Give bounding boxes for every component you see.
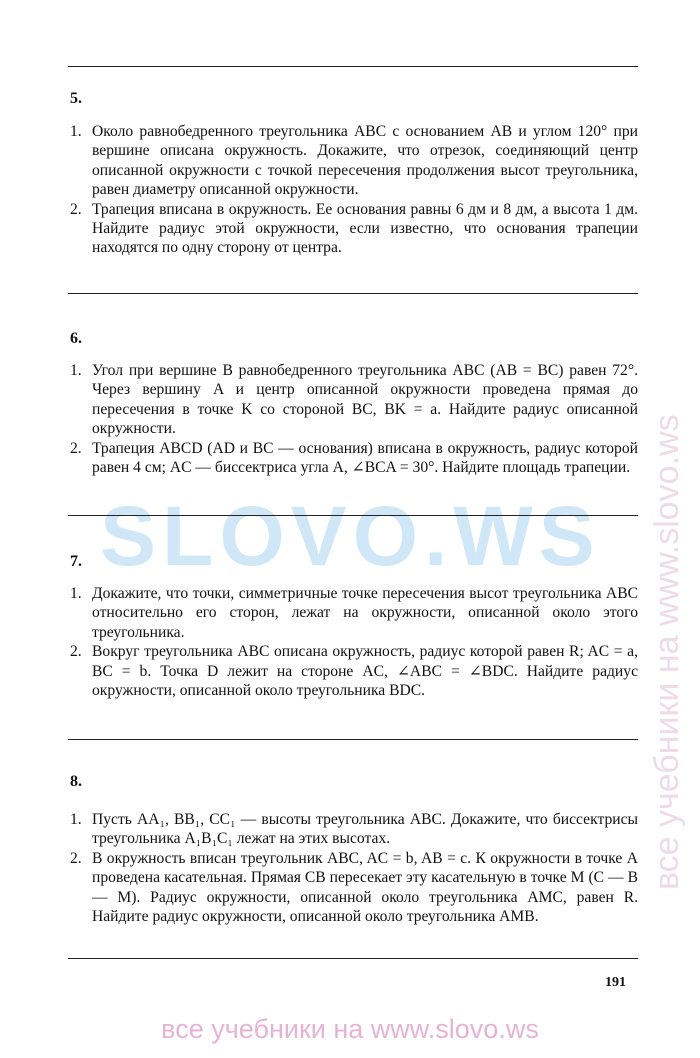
divider xyxy=(68,293,638,294)
problem-item xyxy=(70,361,638,439)
problem-number: 1. xyxy=(70,362,82,379)
problem-number: 1. xyxy=(70,811,82,828)
watermark-bottom: все учебники на www.slovo.ws xyxy=(161,1014,539,1044)
problem-list xyxy=(70,361,638,477)
problem-text: Трапеция вписана в окружность. Ее основания равны 6 дм и 8 дм, а высота 1 дм. Найдите радиус этой окружности, если известно, что основания трапеции находятся по одну сторону от центра. xyxy=(92,200,638,257)
problem-number: 1. xyxy=(70,123,82,140)
divider xyxy=(68,66,638,67)
divider xyxy=(68,515,638,516)
problem-item xyxy=(70,122,638,200)
problem-number: 2. xyxy=(70,849,82,867)
section-number: 5. xyxy=(70,90,82,107)
watermark-side: все учебники на www.slovo.ws xyxy=(648,414,686,890)
problem-text: Вокруг треугольника ABC описана окружность, радиус которой равен R; AC = a, BC = b. Точка D лежит на стороне AC, ∠ABC = ∠BDC. Найдите радиус окружности, описанной около треугольника BDC. xyxy=(92,643,638,700)
problem-item xyxy=(70,200,638,258)
problem-item xyxy=(70,849,638,927)
problem-text: В окружность вписан треугольник ABC, AC = b, AB = c. К окружности в точке A проведена касательная. Прямая CB пересекает эту касательную в точке M (C — B — M). Радиус окружности, описанной около треугольника AMC, равен R. Найдите радиус окружности, описанной около треугольника AMB. xyxy=(92,849,638,926)
problem-number: 2. xyxy=(70,643,82,661)
problem-text: Трапеция ABCD (AD и BC — основания) вписана в окружность, радиус которой равен 4 см; AC — биссектриса угла A, ∠BCA = 30°. Найдите площадь трапеции. xyxy=(92,439,638,477)
watermark-center: SLOVO.WS xyxy=(100,489,601,583)
problem-list xyxy=(70,122,638,258)
problem-text: Около равнобедренного треугольника ABC с основанием AB и углом 120° при вершине описана окружность. Докажите, что отрезок, соединяющий центр описанной окружности с точкой пересечения продолжения высот треугольника, равен диаметру описанной окружности. xyxy=(92,123,638,199)
problem-text: Докажите, что точки, симметричные точке пересечения высот треугольника ABC относительно его сторон, лежат на окружности, описанной около этого треугольника. xyxy=(92,585,638,641)
problem-number: 1. xyxy=(70,585,82,602)
problem-list xyxy=(70,584,638,700)
page-number: 191 xyxy=(605,975,626,990)
divider xyxy=(68,739,638,740)
problem-list xyxy=(70,810,638,926)
section-number: 8. xyxy=(70,773,82,790)
problem-item xyxy=(70,642,638,700)
section-number: 6. xyxy=(70,330,82,347)
section-number: 7. xyxy=(70,553,82,570)
problem-text: Угол при вершине B равнобедренного треугольника ABC (AB = BC) равен 72°. Через вершину A и центр описанной окружности проведена прямая до пересечения в точке K со стороной BC, BK = a. Найдите радиус описанной окружности. xyxy=(92,362,638,438)
problem-item xyxy=(70,439,638,478)
divider xyxy=(68,958,638,959)
problem-number: 2. xyxy=(70,200,82,218)
problem-text: Пусть AA₁, BB₁, CC₁ — высоты треугольника ABC. Докажите, что биссектрисы треугольника A₁B₁C₁ лежат на этих высотах. xyxy=(92,811,638,848)
problem-item xyxy=(70,584,638,642)
problem-item xyxy=(70,810,638,849)
problem-number: 2. xyxy=(70,439,82,457)
